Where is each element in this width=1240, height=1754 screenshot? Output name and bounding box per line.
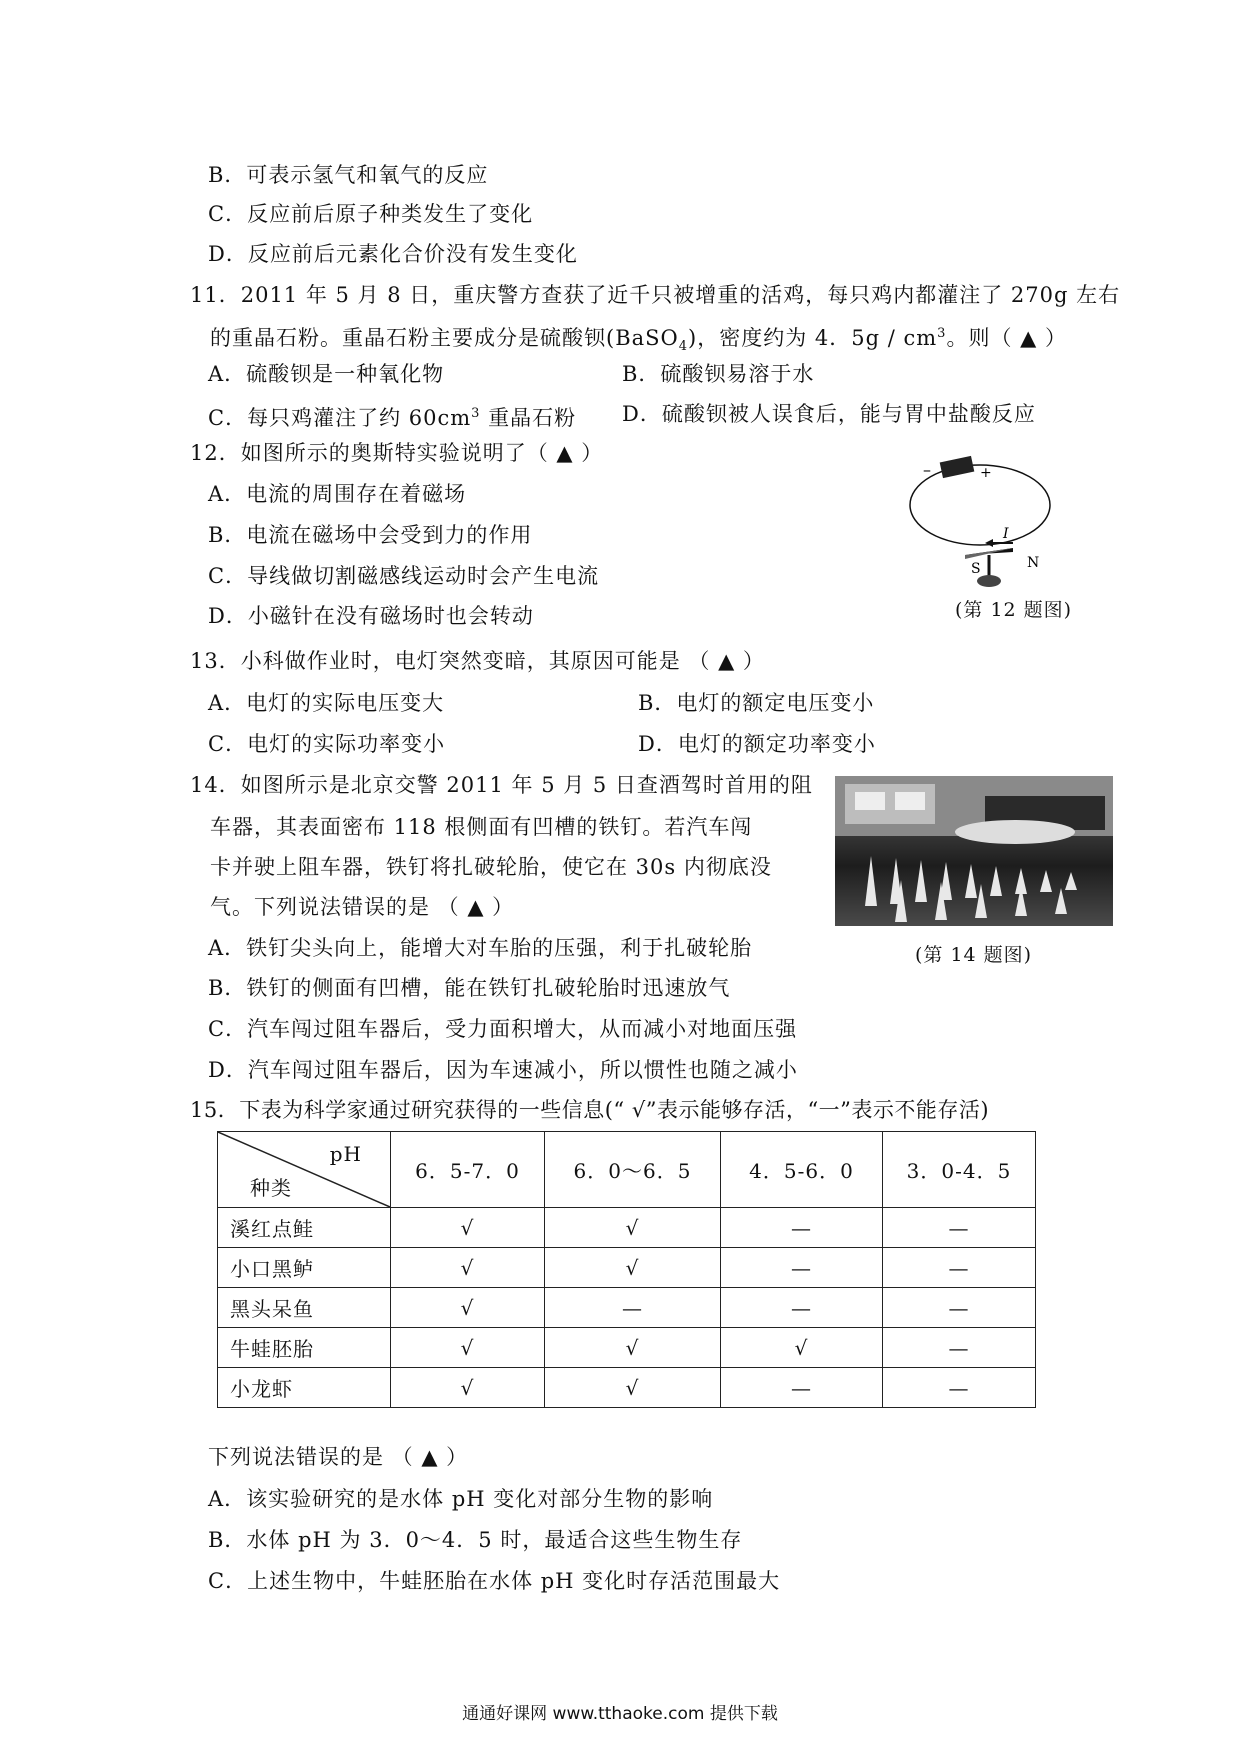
species-name: 黑头呆鱼 [218, 1288, 391, 1328]
q14-stem-line4: 气。下列说法错误的是 （ ▲ ） [210, 895, 515, 919]
needle-s-label: S [971, 561, 981, 577]
table-cell: — [721, 1248, 883, 1288]
table-cell: √ [391, 1328, 545, 1368]
table-cell: √ [391, 1248, 545, 1288]
table-row [218, 1368, 1036, 1408]
needle-n-label: N [1027, 555, 1040, 571]
table-header-row [218, 1132, 1036, 1208]
table-cell: √ [391, 1208, 545, 1248]
q13-stem: 13．小科做作业时，电灯突然变暗，其原因可能是 （ ▲ ） [190, 649, 765, 673]
q12-option-c: C．导线做切割磁感线运动时会产生电流 [208, 564, 600, 588]
page-footer: 通通好课网 www.tthaoke.com 提供下载 [462, 1704, 778, 1724]
table-cell: √ [545, 1248, 721, 1288]
q12-stem: 12．如图所示的奥斯特实验说明了（ ▲ ） [190, 441, 604, 465]
table-cell: √ [391, 1368, 545, 1408]
column-header: 4．5-6．0 [721, 1132, 883, 1208]
battery-minus-label: – [923, 460, 931, 479]
q11-option-b: B．硫酸钡易溶于水 [622, 362, 815, 386]
oersted-experiment-figure [905, 455, 1055, 595]
q10-option-c: C．反应前后原子种类发生了变化 [208, 202, 534, 226]
q14-stem-line2: 车器，其表面密布 118 根侧面有凹槽的铁钉。若汽车闯 [210, 815, 753, 839]
table-cell: — [883, 1328, 1036, 1368]
table-row [218, 1328, 1036, 1368]
table-corner-header [218, 1132, 391, 1208]
table-cell: √ [545, 1208, 721, 1248]
table-cell: — [883, 1248, 1036, 1288]
spike-strip-photo [835, 776, 1113, 926]
q11-stem-line2: 的重晶石粉。重晶石粉主要成分是硫酸钡(BaSO$_4$)，密度约为 4．$5g / cm^3$。则（ ▲ ） [210, 326, 1067, 355]
q13-option-d: D．电灯的额定功率变小 [638, 732, 876, 756]
table-row [218, 1248, 1036, 1288]
header-ph-label: pH [329, 1142, 362, 1166]
table-cell: — [721, 1208, 883, 1248]
species-name: 小龙虾 [218, 1368, 391, 1408]
q12-option-d: D．小磁针在没有磁场时也会转动 [208, 604, 534, 628]
column-header: 6．5-7．0 [391, 1132, 545, 1208]
battery-plus-label: + [980, 465, 992, 481]
q14-option-c: C．汽车闯过阻车器后，受力面积增大，从而减小对地面压强 [208, 1017, 798, 1041]
table-cell: √ [545, 1328, 721, 1368]
table-cell: — [721, 1368, 883, 1408]
q15-option-b: B．水体 pH 为 3．0～4．5 时，最适合这些生物生存 [208, 1528, 743, 1552]
q11-option-c: C．每只鸡灌注了约 $60cm^3$ 重晶石粉 [208, 406, 577, 430]
table-cell: — [721, 1288, 883, 1328]
table-row [218, 1208, 1036, 1248]
ph-survival-table [217, 1131, 1036, 1408]
q13-option-b: B．电灯的额定电压变小 [638, 691, 875, 715]
q15-question: 下列说法错误的是 （ ▲ ） [208, 1445, 469, 1469]
q12-option-b: B．电流在磁场中会受到力的作用 [208, 523, 533, 547]
q12-option-a: A．电流的周围存在着磁场 [208, 482, 467, 506]
table-cell: — [883, 1288, 1036, 1328]
q14-option-b: B．铁钉的侧面有凹槽，能在铁钉扎破轮胎时迅速放气 [208, 976, 731, 1000]
table-row [218, 1288, 1036, 1328]
column-header: 6．0～6．5 [545, 1132, 721, 1208]
q15-stem: 15．下表为科学家通过研究获得的一些信息(“ √”表示能够存活，“一”表示不能存活) [190, 1098, 990, 1122]
q12-figure-caption: (第 12 题图) [955, 599, 1073, 621]
table-cell: — [883, 1368, 1036, 1408]
header-kind-label: 种类 [250, 1176, 292, 1200]
q11-stem-line1: 11．2011 年 5 月 8 日，重庆警方查获了近千只被增重的活鸡，每只鸡内都灌注了 270g 左右 [190, 283, 1121, 307]
table-cell: √ [721, 1328, 883, 1368]
column-header: 3．0-4．5 [883, 1132, 1036, 1208]
species-name: 牛蛙胚胎 [218, 1328, 391, 1368]
q13-option-a: A．电灯的实际电压变大 [208, 691, 445, 715]
q10-option-b: B．可表示氢气和氧气的反应 [208, 163, 489, 187]
table-cell: √ [545, 1368, 721, 1408]
q14-figure-caption: (第 14 题图) [915, 944, 1033, 966]
table-cell: — [883, 1208, 1036, 1248]
species-name: 溪红点鲑 [218, 1208, 391, 1248]
q15-option-c: C．上述生物中，牛蛙胚胎在水体 pH 变化时存活范围最大 [208, 1569, 781, 1593]
q11-option-d: D．硫酸钡被人误食后，能与胃中盐酸反应 [622, 402, 1036, 426]
current-label: I [1003, 526, 1009, 542]
q14-option-d: D．汽车闯过阻车器后，因为车速减小，所以惯性也随之减小 [208, 1058, 798, 1082]
q15-option-a: A．该实验研究的是水体 pH 变化对部分生物的影响 [208, 1487, 714, 1511]
table-cell: — [545, 1288, 721, 1328]
q14-option-a: A．铁钉尖头向上，能增大对车胎的压强，利于扎破轮胎 [208, 936, 753, 960]
q10-option-d: D．反应前后元素化合价没有发生变化 [208, 242, 578, 266]
q14-stem-line1: 14．如图所示是北京交警 2011 年 5 月 5 日查酒驾时首用的阻 [190, 773, 813, 797]
q11-option-a: A．硫酸钡是一种氧化物 [208, 362, 445, 386]
table-cell: √ [391, 1288, 545, 1328]
q14-stem-line3: 卡并驶上阻车器，铁钉将扎破轮胎，使它在 30s 内彻底没 [210, 855, 772, 879]
q13-option-c: C．电灯的实际功率变小 [208, 732, 446, 756]
species-name: 小口黑鲈 [218, 1248, 391, 1288]
